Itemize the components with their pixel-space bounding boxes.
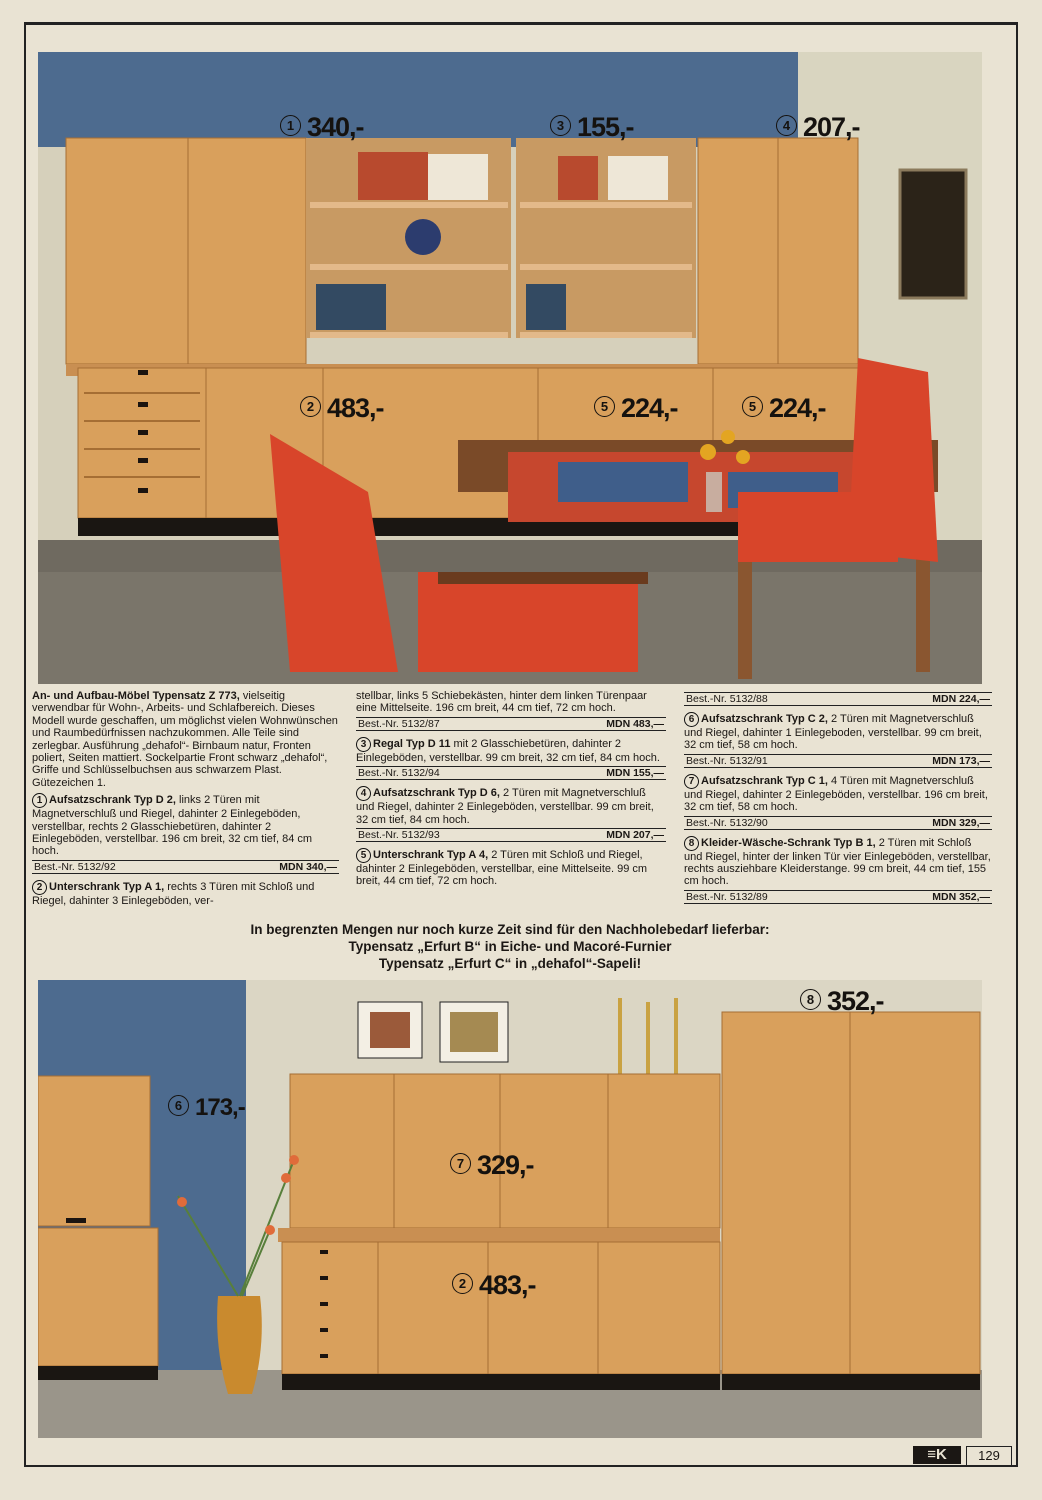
order-row-1: Best.-Nr. 5132/92 MDN 340,—: [34, 860, 337, 873]
item-2-continued: stellbar, links 5 Schiebekästen, hinter dem linken Türenpaar eine Mittelseite. 196 cm breit, 44 cm tief, 72 cm hoch.: [356, 690, 647, 715]
item-3: 3 Regal Typ D 11 mit 2 Glasschiebetüren, dahinter 2 Einlegeböden, verstellbar. 99 cm breit, 32 cm tief, 84 cm hoch. Best.-Nr. 5132/94 MDN 155,—: [356, 737, 664, 780]
banner-line-3: Typensatz „Erfurt C“ in „dehafol“-Sapeli!: [378, 956, 642, 971]
top-room-illustration: [38, 52, 982, 684]
price-label-regal-d11: 3 155,-: [550, 112, 634, 143]
price-label-aufsatzschrank-c2: 6 173,-: [168, 1094, 245, 1122]
publisher-logo: ≡K: [913, 1446, 961, 1464]
item-2: 2 Unterschrank Typ A 1, rechts 3 Türen mit Schloß und Riegel, dahinter 3 Einlegeböden, ver-: [32, 880, 315, 907]
price-label-unterschrank-a1-bottom: 2 483,-: [452, 1270, 536, 1301]
item-4: 4 Aufsatzschrank Typ D 6, 2 Türen mit Magnetverschluß und Riegel, dahinter 2 Einlegeböden, verstellbar. 99 cm breit, 32 cm tief, 84 cm hoch. Best.-Nr. 5132/93 MDN 207,—: [356, 787, 664, 842]
banner-line-1: In begrenzten Mengen nur noch kurze Zeit sind für den Nachholebedarf lieferbar:: [250, 922, 770, 937]
price-label-kleider-waesche-schrank-b1: 8 352,-: [800, 986, 884, 1017]
order-row-5: Best.-Nr. 5132/88 MDN 224,—: [686, 693, 990, 705]
item-5: 5 Unterschrank Typ A 4, 2 Türen mit Schloß und Riegel, dahinter 2 Einlegeböden, verstellbar, eine Mittelseite. 99 cm breit, 44 cm tief, 72 cm hoch.: [356, 849, 648, 888]
item-6: 6 Aufsatzschrank Typ C 2, 2 Türen mit Magnetverschluß und Riegel, dahinter 1 Einlegeboden, verstellbar. 99 cm breit, 32 cm tief, 58 cm hoch. Best.-Nr. 5132/91 MDN 173,—: [684, 713, 990, 767]
bottom-room-illustration: [38, 980, 982, 1438]
price-label-aufsatzschrank-c1: 7 329,-: [450, 1150, 534, 1181]
price-label-unterschrank-a4-right: 5 224,-: [742, 393, 826, 424]
order-row-6: Best.-Nr. 5132/91 MDN 173,—: [686, 754, 990, 767]
intro-paragraph: An- und Aufbau-Möbel Typensatz Z 773, vielseitig verwendbar für Wohn-, Arbeits- und Schlafbereich. Dieses Modell wurde geschaffen, um möglichst vielen Wohnwünschen und Raumbedürfnissen nachzukommen. Alle Teile sind zerlegbar. Ausführung „dehafol“- Birnbaum natur, Fronten poliert, Seiten mattiert. Sockelpartie Front schwarz „dehafol“, Griffe und Schlüsselbuchsen aus schwarzem Plast. Gütezeichen 1.: [32, 690, 338, 789]
price-label-aufsatzschrank-d6: 4 207,-: [776, 112, 860, 143]
price-label-unterschrank-a1: 2 483,-: [300, 393, 384, 424]
price-label-unterschrank-a4-left: 5 224,-: [594, 393, 678, 424]
top-room-photo: [38, 52, 982, 684]
text-column-2: [356, 690, 666, 890]
item-8: 8 Kleider-Wäsche-Schrank Typ B 1, 2 Türen mit Schloß und Riegel, hinter der linken Tür vier Einlegeböden, verstellbar, rechts ausziehbare Kleiderstange. 99 cm breit, 44 cm tief, 155 cm hoch. Best.-Nr. 5132/89 MDN 352,—: [684, 836, 991, 903]
order-row-7: Best.-Nr. 5132/90 MDN 329,—: [686, 816, 990, 829]
price-label-aufsatzschrank-d2: 1 340,-: [280, 112, 364, 143]
text-column-1: [32, 690, 339, 909]
order-row-3: Best.-Nr. 5132/94 MDN 155,—: [358, 767, 664, 780]
order-row-4: Best.-Nr. 5132/93 MDN 207,—: [358, 829, 664, 842]
item-1: 1 Aufsatzschrank Typ D 2, links 2 Türen mit Magnetverschluß und Riegel, dahinter 2 Einlegeböden, verstellbar, rechts 2 Glasschiebetüren, dahinter 2 Einlegeböden, verstellbar. 196 cm breit, 32 cm tief, 84 cm hoch. Best.-Nr. 5132/92 MDN 340,—: [32, 794, 337, 873]
item-7: 7 Aufsatzschrank Typ C 1, 4 Türen mit Magnetverschluß und Riegel, dahinter 2 Einlegeböden, verstellbar. 196 cm breit, 32 cm tief, 58 cm hoch. Best.-Nr. 5132/90 MDN 329,—: [684, 774, 990, 829]
text-column-3: [684, 692, 992, 910]
banner-line-2: Typensatz „Erfurt B“ in Eiche- und Macoré-Furnier: [348, 939, 672, 954]
order-row-8: Best.-Nr. 5132/89 MDN 352,—: [686, 890, 990, 903]
order-row-2: Best.-Nr. 5132/87 MDN 483,—: [358, 717, 664, 730]
bottom-room-photo: [38, 980, 982, 1438]
page-number: 129: [966, 1446, 1012, 1466]
